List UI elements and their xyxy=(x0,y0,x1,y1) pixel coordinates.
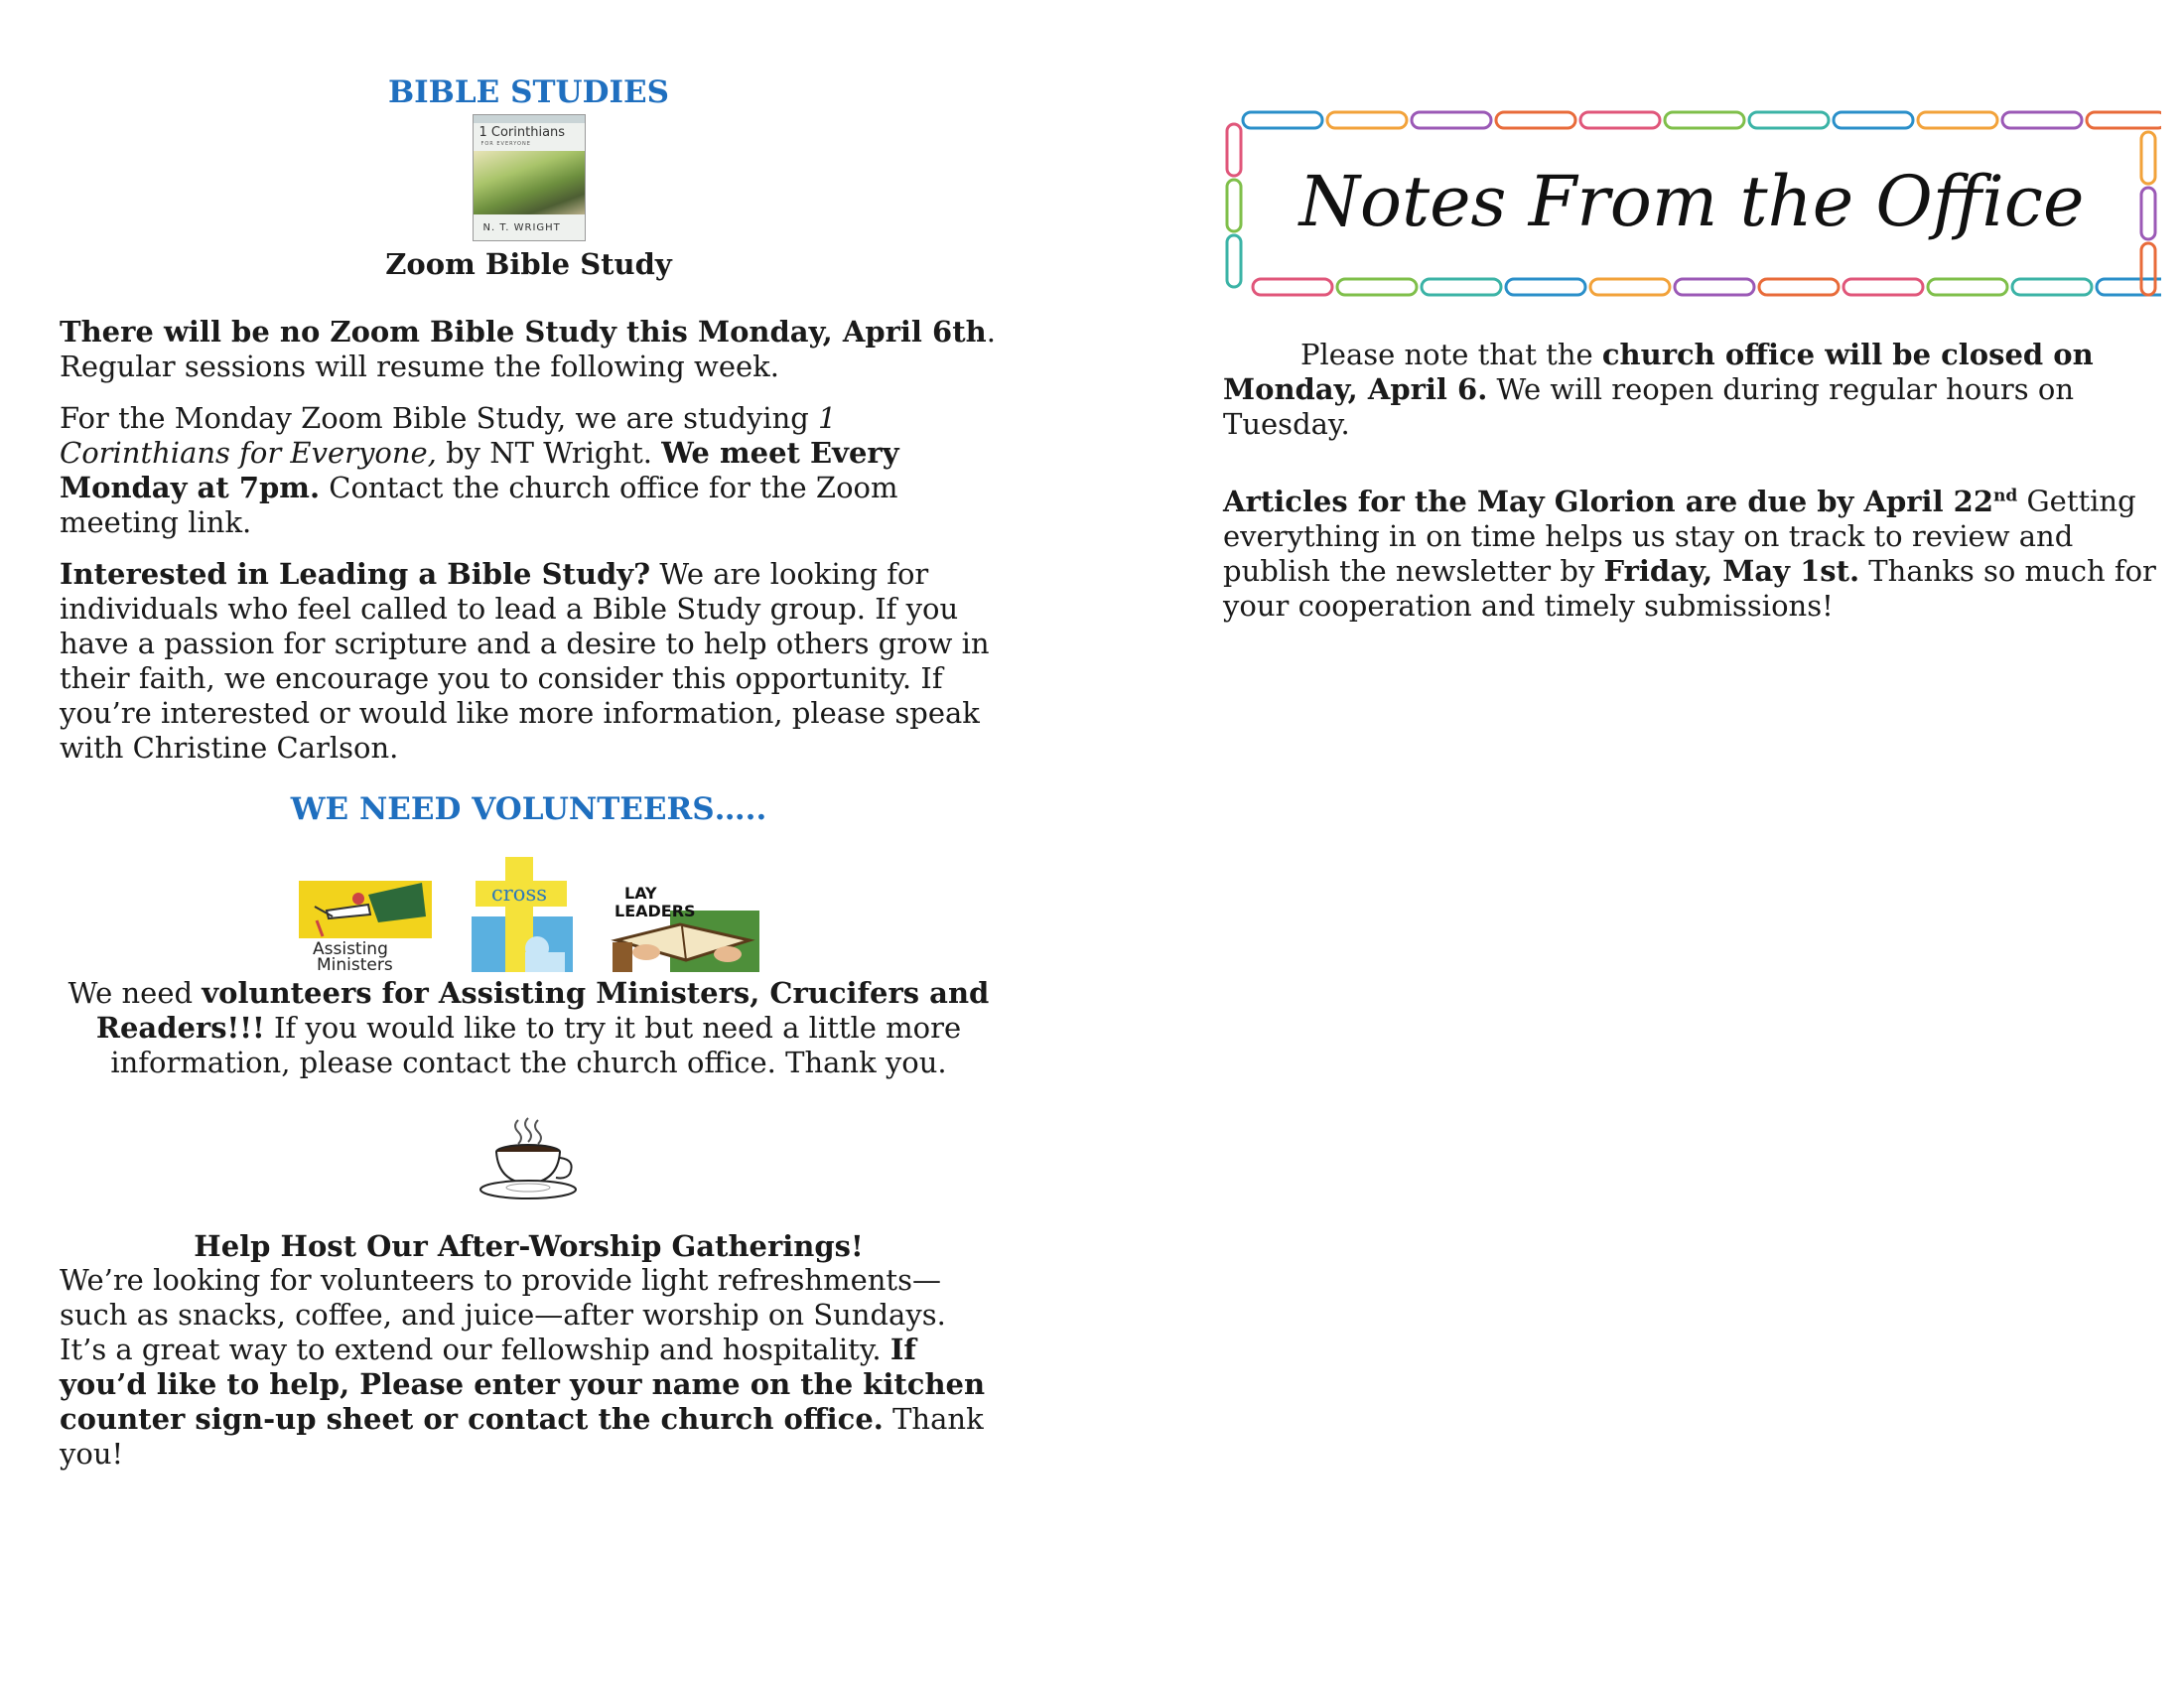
paperclip xyxy=(2012,279,2092,295)
leading-study-paragraph: Interested in Leading a Bible Study? We are looking for individuals who feel called to lead a Bible Study group. If you have a passion for scripture and a desire to help others grow in their faith, we encourage you to consider this opportunity. If you’re interested or would like more information, please speak with Christine Carlson. xyxy=(60,557,990,765)
volunteers-paragraph: We need volunteers for Assisting Ministers, Crucifers and Readers!!! If you would like to try it but need a little more information, please contact the church office. Thank you. xyxy=(68,976,990,1079)
coffee-cup-wrap xyxy=(60,1116,998,1201)
paperclip xyxy=(2087,112,2161,128)
paperclip xyxy=(1227,124,1241,176)
volunteers-heading: WE NEED VOLUNTEERS….. xyxy=(290,791,767,827)
svg-text:LEADERS: LEADERS xyxy=(614,902,696,920)
zoom-bible-study-title: Zoom Bible Study xyxy=(385,247,672,281)
host-gatherings-title: Help Host Our After-Worship Gatherings! xyxy=(194,1229,864,1263)
ministry-icons-row xyxy=(60,857,998,976)
book-art xyxy=(474,151,585,214)
right-column xyxy=(1223,338,2166,624)
paperclip xyxy=(2141,243,2155,295)
lay-leaders-icon xyxy=(611,881,759,976)
paperclip xyxy=(2141,188,2155,239)
monday-study-paragraph: For the Monday Zoom Bible Study, we are studying 1 Corinthians for Everyone, by NT Wright. We meet Every Monday at 7pm. Contact the church office for the Zoom meeting link. xyxy=(60,401,899,539)
paperclip xyxy=(1243,112,1322,128)
paperclip xyxy=(1928,279,2007,295)
paperclip xyxy=(1227,235,1241,287)
paperclip xyxy=(1327,112,1407,128)
paperclip xyxy=(1665,112,1744,128)
book-cover-wrap xyxy=(60,114,998,241)
svg-text:Assisting: Assisting xyxy=(312,939,388,959)
book-cover-image xyxy=(473,114,586,241)
paperclip xyxy=(1749,112,1829,128)
bible-studies-heading: BIBLE STUDIES xyxy=(387,74,669,110)
paperclip xyxy=(2141,132,2155,184)
paperclip xyxy=(1918,112,1997,128)
no-study-paragraph: There will be no Zoom Bible Study this Monday, April 6th. Regular sessions will resume the following week. xyxy=(60,315,996,383)
paperclip xyxy=(1580,112,1660,128)
paperclip xyxy=(1337,279,1417,295)
assisting-ministers-icon xyxy=(299,877,434,976)
paperclip xyxy=(1496,112,1575,128)
paperclip xyxy=(1834,112,1913,128)
paperclip xyxy=(1590,279,1670,295)
office-closed-paragraph: Please note that the church office will be closed on Monday, April 6. We will reopen during regular hours on Tuesday. xyxy=(1223,338,2094,441)
book-title: 1 Corinthians xyxy=(478,125,566,140)
paperclip xyxy=(1675,279,1754,295)
paperclip xyxy=(1253,279,1332,295)
left-column xyxy=(60,74,998,1472)
notes-from-office-banner xyxy=(1223,104,2161,303)
paperclip xyxy=(1843,279,1923,295)
svg-text:cross: cross xyxy=(490,882,547,906)
svg-text:LAY: LAY xyxy=(623,884,657,903)
paperclip xyxy=(1422,279,1501,295)
paperclip xyxy=(1227,180,1241,231)
articles-due-paragraph: Articles for the May Glorion are due by April 22nd Getting everything in on time helps us stay on track to review and publish the newsletter by Friday, May 1st. Thanks so much for your cooperation and timely submissions! xyxy=(1223,484,2156,623)
coffee-cup-icon xyxy=(478,1116,580,1201)
banner-title: Notes From the Office xyxy=(1298,161,2085,242)
paperclip xyxy=(1506,279,1585,295)
book-author: N. T. WRIGHT xyxy=(482,222,561,233)
cross-icon xyxy=(472,857,573,976)
host-gatherings-paragraph: We’re looking for volunteers to provide light refreshments—such as snacks, coffee, and juice—after worship on Sundays. It’s a great way to extend our fellowship and hospitality. If you’d like to help, Please enter your name on the kitchen counter sign-up sheet or contact the church office. Thank you! xyxy=(60,1263,986,1471)
book-subtitle: FOR EVERYONE xyxy=(480,141,531,147)
paperclip xyxy=(1759,279,1839,295)
paperclip xyxy=(1412,112,1491,128)
svg-text:Ministers: Ministers xyxy=(316,955,393,972)
paperclip xyxy=(2002,112,2082,128)
